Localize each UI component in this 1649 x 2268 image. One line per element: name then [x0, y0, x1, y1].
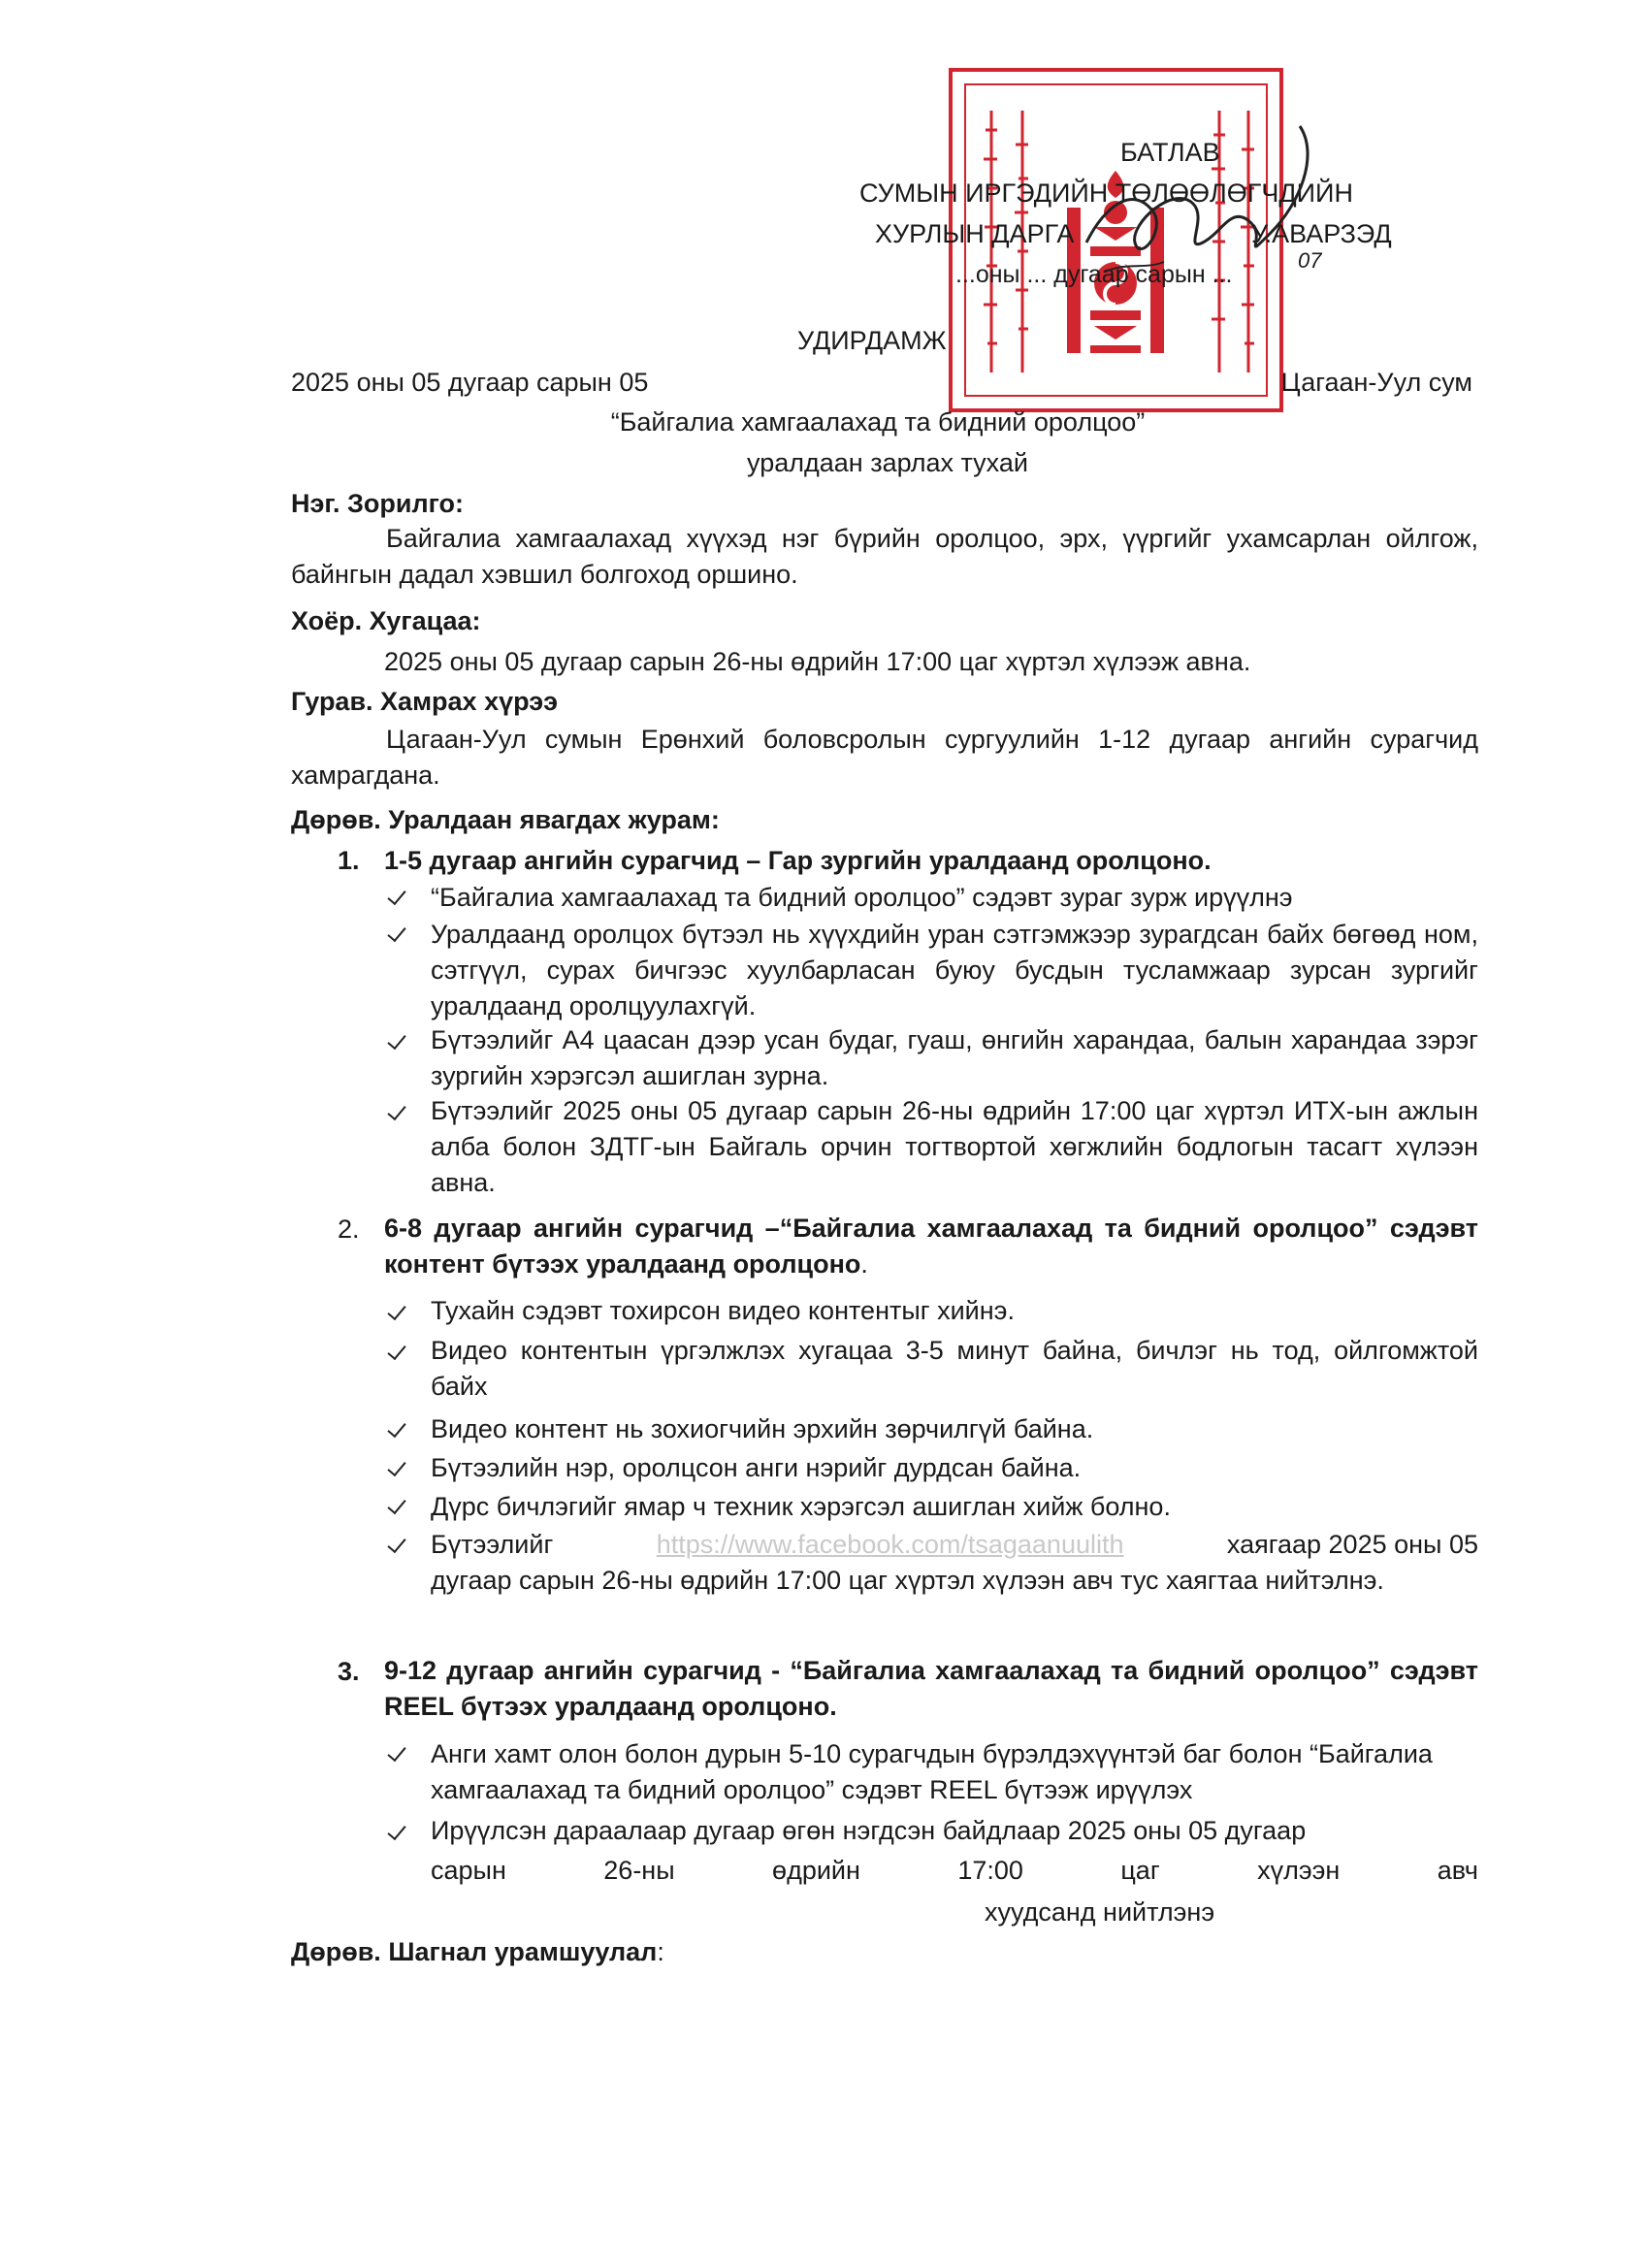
checkmark-icon — [388, 1533, 409, 1558]
item3-title: 9-12 дугаар ангийн сурагчид - “Байгалиа хамгаалахад та бидний оролцоо” сэдэвт REEL бүтээх уралдаанд оролцоно. — [384, 1656, 1478, 1721]
spread-word: хүлээн — [1257, 1856, 1341, 1885]
item2-bullet: Видео контент нь зохиогчийн эрхийн зөрчилгүй байна. — [431, 1414, 1094, 1443]
item2-bullet: Тухайн сэдэвт тохирсон видео контентыг хийнэ. — [431, 1296, 1015, 1325]
item2-last-post: хаягаар 2025 оны 05 — [1226, 1530, 1478, 1559]
item2-number: 2. — [338, 1215, 360, 1244]
section-time-heading: Хоёр. Хугацаа: — [291, 606, 481, 635]
checkmark-icon — [388, 1340, 409, 1365]
checkmark-icon — [388, 1494, 409, 1519]
approval-title-line2: ХУРЛЫН ДАРГА — [875, 219, 1075, 248]
checkmark-icon — [388, 1300, 409, 1325]
checkmark-icon — [388, 1417, 409, 1442]
signature-note: 07 — [1298, 248, 1322, 273]
item3-bullet: Ирүүлсэн дараалаар дугаар өгөн нэгдсэн байдлаар 2025 оны 05 дугаар — [431, 1816, 1307, 1845]
item2-bullet-last — [431, 1527, 1478, 1599]
document-place: Цагаан-Уул сум — [1280, 368, 1472, 397]
spread-word: авч — [1437, 1856, 1478, 1885]
handwritten-signature — [1048, 116, 1339, 310]
item2-bullet: Дүрс бичлэгийг ямар ч техник хэрэгсэл ашиглан хийж болно. — [431, 1492, 1171, 1521]
item2-last-pre: Бүтээлийг — [431, 1530, 554, 1559]
item2-title-tail: . — [860, 1249, 868, 1279]
checkmark-icon — [388, 885, 409, 910]
approval-title-line1: СУМЫН ИРГЭДИЙН ТӨЛӨӨЛӨГЧДИЙН — [859, 178, 1353, 208]
item3-bullet-end: хуудсанд нийтлэнэ — [985, 1897, 1215, 1927]
document-type: УДИРДАМЖ — [797, 326, 947, 355]
item3-bullet: Анги хамт олон болон дурын 5-10 сурагчдын бүрэлдэхүүнтэй баг болон “Байгалиа хамгаалахад та бидний оролцоо” сэдэвт REEL бүтээж ирүүлэх — [431, 1739, 1433, 1804]
section-goal-text: Байгалиа хамгаалахад хүүхэд нэг бүрийн оролцоо, эрх, үүргийг ухамсарлан ойлгож, байнгын дадал хэвшил болгоход оршино. — [291, 524, 1478, 589]
item2-last-cont: дугаар сарын 26-ны өдрийн 17:00 цаг хүртэл хүлээн авч тус хаягтаа нийтэлнэ. — [431, 1566, 1384, 1595]
document-title-line1: “Байгалиа хамгаалахад та бидний оролцоо” — [610, 407, 1146, 437]
item1-bullet: “Байгалиа хамгаалахад та бидний оролцоо” сэдэвт зураг зурж ирүүлнэ — [431, 883, 1293, 912]
item2-bullet: Видео контентын үргэлжлэх хугацаа 3-5 минут байна, бичлэг нь тод, ойлгомжтой байх — [431, 1336, 1478, 1401]
section-goal-heading: Нэг. Зорилго: — [291, 489, 464, 518]
checkmark-icon — [388, 1100, 409, 1125]
item1-bullet: Уралдаанд оролцох бүтээл нь хүүхдийн уран сэтгэмжээр зурагдсан байх бөгөөд ном, сэтгүүл, сурах бичгээс хуулбарласан буюу бусдын тусламжаар зурсан зургийг уралдаанд оролцуулахгүй. — [431, 920, 1478, 1021]
checkmark-icon — [388, 1456, 409, 1481]
spread-word: 26-ны — [603, 1856, 675, 1885]
approval-date-line: ...оны ... дугаар сарын ... — [955, 261, 1233, 288]
section-scope-text: Цагаан-Уул сумын Ерөнхий боловсролын сургуулийн 1-12 дугаар ангийн сурагчид хамрагдана. — [291, 725, 1478, 790]
spread-word: 17:00 — [957, 1856, 1023, 1885]
checkmark-icon — [388, 922, 409, 947]
approver-name: У.АВАРЗЭД — [1251, 219, 1392, 248]
section-procedure-heading: Дөрөв. Уралдаан явагдах журам: — [291, 805, 720, 834]
spread-word: сарын — [431, 1856, 506, 1885]
item1-number: 1. — [338, 846, 360, 875]
item1-bullet: Бүтээлийг 2025 оны 05 дугаар сарын 26-ны өдрийн 17:00 цаг хүртэл ИТХ-ын ажлын алба болон ЗДТГ-ын Байгаль орчин тогтвортой хөгжлийн бодлогын тасагт хүлээн авна. — [431, 1096, 1478, 1197]
item3-number: 3. — [338, 1657, 360, 1686]
facebook-link[interactable]: https://www.facebook.com/tsagaanuulith — [656, 1530, 1124, 1559]
section-prize-heading — [291, 1935, 664, 1968]
checkmark-icon — [388, 1029, 409, 1054]
section-time-text: 2025 оны 05 дугаар сарын 26-ны өдрийн 17:00 цаг хүртэл хүлээж авна. — [384, 647, 1251, 676]
document-title-line2: уралдаан зарлах тухай — [747, 448, 1028, 477]
checkmark-icon — [388, 1741, 409, 1766]
item2-title — [384, 1211, 1478, 1282]
item3-bullet-spread-line — [431, 1854, 1478, 1887]
item1-title: 1-5 дугаар ангийн сурагчид – Гар зургийн уралдаанд оролцоно. — [384, 846, 1212, 875]
section-scope-heading: Гурав. Хамрах хүрээ — [291, 687, 559, 716]
approval-label: БАТЛАВ — [1120, 138, 1220, 167]
prize-heading-text: Дөрөв. Шагнал урамшуулал — [291, 1937, 658, 1966]
prize-heading-colon: : — [657, 1937, 664, 1966]
spread-word: цаг — [1120, 1856, 1160, 1885]
item2-bullet: Бүтээлийн нэр, оролцсон анги нэрийг дурдсан байна. — [431, 1453, 1082, 1482]
document-date: 2025 оны 05 дугаар сарын 05 — [291, 368, 649, 397]
item1-bullet: Бүтээлийг А4 цаасан дээр усан будаг, гуаш, өнгийн харандаа, балын харандаа зэрэг зургийн хэрэгсэл ашиглан зурна. — [431, 1025, 1478, 1090]
item2-title-text: 6-8 дугаар ангийн сурагчид –“Байгалиа хамгаалахад та бидний оролцоо” сэдэвт контент бүтээх уралдаанд оролцоно — [384, 1214, 1478, 1279]
checkmark-icon — [388, 1820, 409, 1845]
spread-word: өдрийн — [772, 1856, 860, 1885]
